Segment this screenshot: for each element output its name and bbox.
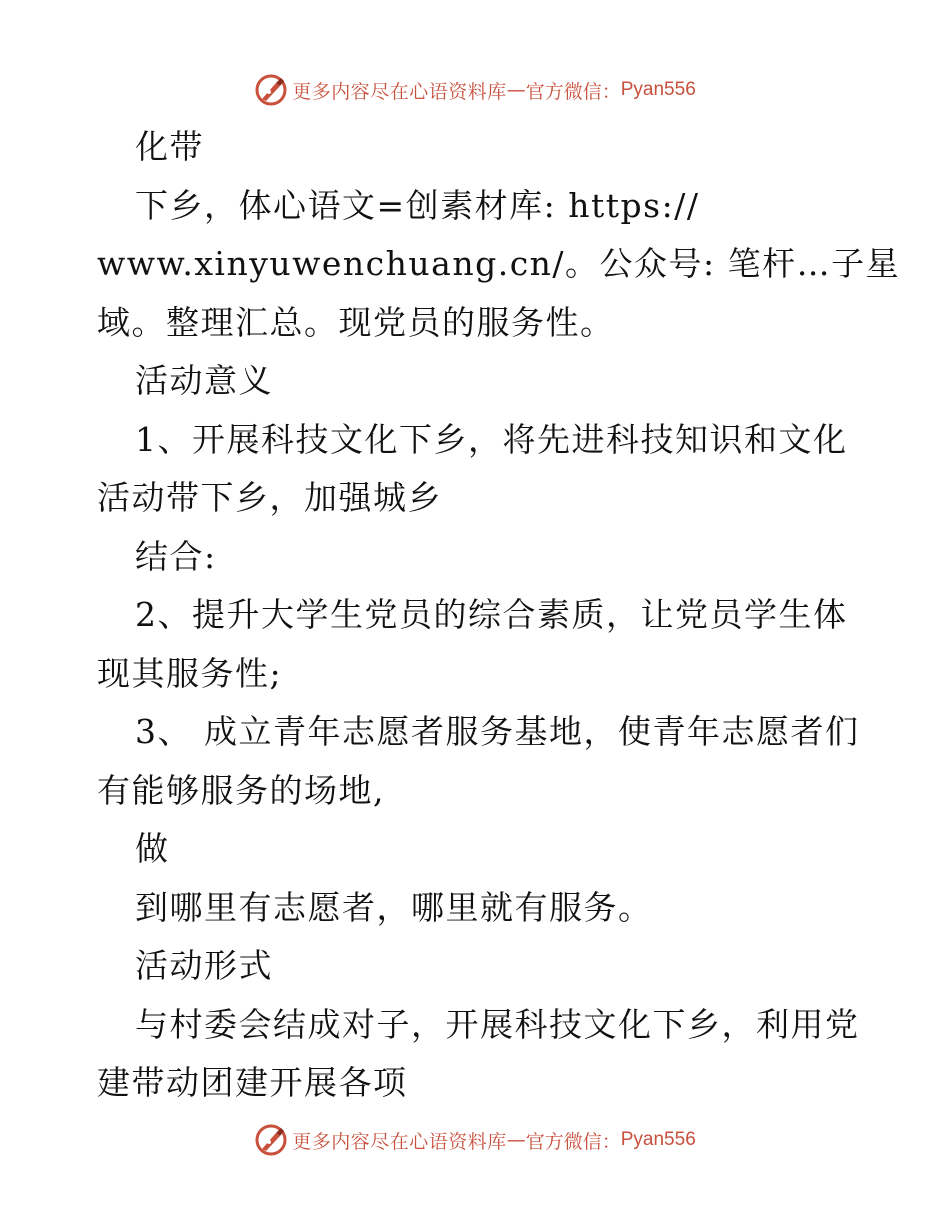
document-line: 1、开展科技文化下乡，将先进科技知识和文化 bbox=[135, 419, 848, 459]
header-wechat-label: 官方微信： bbox=[525, 80, 621, 103]
document-line: 到哪里有志愿者，哪里就有服务。 bbox=[135, 887, 653, 927]
document-line: 下乡，体心语文=创素材库: https:// bbox=[135, 185, 700, 225]
footer-site-text: 更多内容尽在心语资料库 bbox=[292, 1130, 507, 1153]
document-line: 活动意义 bbox=[135, 361, 273, 400]
document-line: 现其服务性; bbox=[97, 653, 283, 693]
footer-wechat-label: 官方微信： bbox=[525, 1130, 621, 1153]
document-line: 结合: bbox=[135, 536, 217, 576]
document-body bbox=[97, 118, 901, 1113]
header-site-text: 更多内容尽在心语资料库 bbox=[292, 80, 507, 103]
header-banner bbox=[0, 70, 950, 110]
footer-separator: — bbox=[506, 1129, 526, 1151]
pen-logo-icon bbox=[254, 1123, 288, 1157]
document-line: 2、提升大学生党员的综合素质，让党员学生体 bbox=[135, 595, 848, 634]
document-line: 建带动团建开展各项 bbox=[97, 1063, 408, 1102]
header-wechat-id: Pyan556 bbox=[620, 79, 696, 100]
document-line: 域。整理汇总。现党员的服务性。 bbox=[97, 302, 615, 342]
document-line: 3、 成立青年志愿者服务基地，使青年志愿者们 bbox=[135, 712, 860, 751]
document-line: 活动形式 bbox=[135, 946, 273, 985]
document-line: 活动带下乡，加强城乡 bbox=[97, 478, 442, 517]
document-line: 与村委会结成对子，开展科技文化下乡，利用党 bbox=[135, 1004, 860, 1044]
footer-banner bbox=[0, 1120, 950, 1160]
document-line: 做 bbox=[135, 829, 170, 868]
header-separator: — bbox=[506, 79, 526, 101]
document-line: www.xinyuwenchuang.cn/。公众号: 笔杆…子星 bbox=[97, 244, 901, 283]
document-line: 化带 bbox=[135, 127, 204, 166]
pen-logo-icon bbox=[254, 73, 288, 107]
document-line: 有能够服务的场地, bbox=[97, 770, 385, 810]
footer-wechat-id: Pyan556 bbox=[620, 1129, 696, 1150]
